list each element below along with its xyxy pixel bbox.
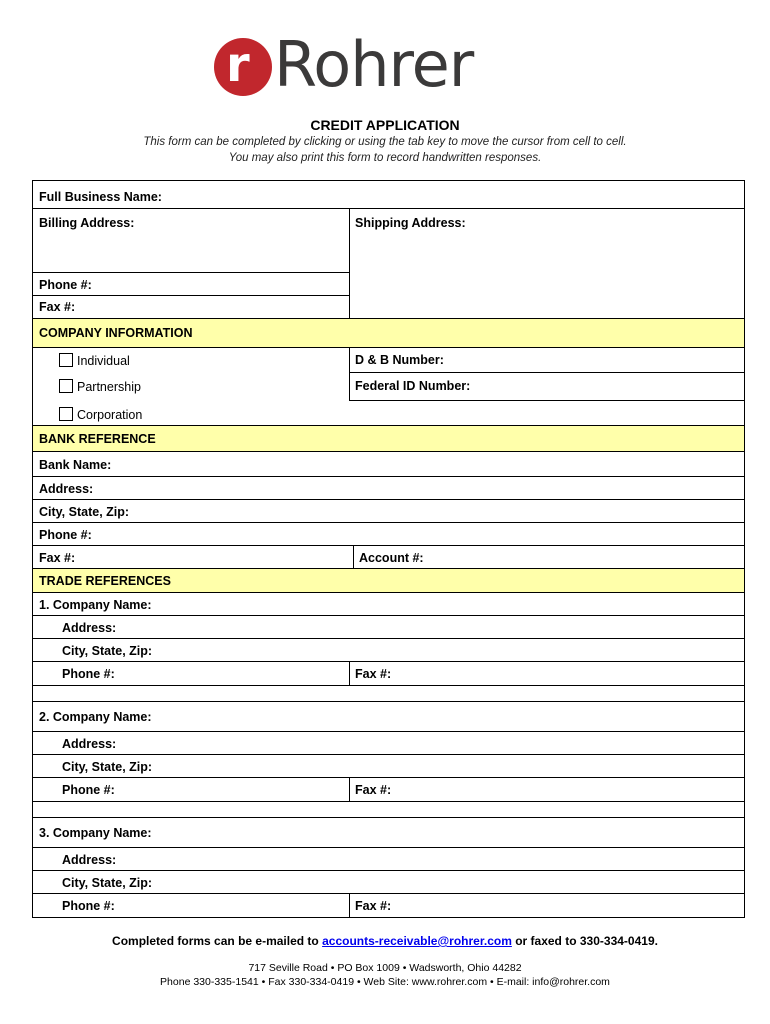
- trade-ref-2-address-row[interactable]: [33, 732, 744, 755]
- trade-ref-3-city-label: City, State, Zip:: [62, 876, 153, 890]
- trade-ref-3-address-label: Address:: [62, 853, 117, 867]
- divider: [349, 348, 350, 401]
- trade-ref-1-fax-label[interactable]: Fax #:: [355, 667, 392, 681]
- divider: [349, 778, 350, 802]
- bank-account-label[interactable]: Account #:: [359, 551, 424, 565]
- trade-references-header: [33, 569, 744, 593]
- company-information-heading: COMPANY INFORMATION: [39, 326, 193, 340]
- corporation-option[interactable]: Corporation: [59, 407, 142, 422]
- trade-ref-2-city-row[interactable]: [33, 755, 744, 778]
- trade-ref-2-phone-row: [33, 778, 744, 802]
- divider: [349, 894, 350, 917]
- divider: [353, 546, 354, 569]
- bank-address-row[interactable]: [33, 477, 744, 500]
- divider: [33, 295, 349, 296]
- trade-ref-3-address-row[interactable]: [33, 848, 744, 871]
- logo-mark: r: [214, 38, 272, 96]
- bank-reference-heading: BANK REFERENCE: [39, 432, 156, 446]
- divider: [349, 662, 350, 686]
- divider: [349, 400, 744, 401]
- rohrer-logo: [214, 28, 554, 101]
- instructions-line-1: This form can be completed by clicking or using the tab key to move the cursor from cell to cell.: [143, 136, 627, 148]
- bank-phone-row[interactable]: [33, 523, 744, 546]
- trade-ref-2-fax-label[interactable]: Fax #:: [355, 783, 392, 797]
- trade-ref-1-phone-row: [33, 662, 744, 686]
- trade-ref-1-name-label: 1. Company Name:: [39, 598, 152, 612]
- company-information-header: [33, 319, 744, 348]
- trade-ref-3-phone-row: [33, 894, 744, 917]
- partnership-checkbox[interactable]: [59, 379, 73, 393]
- instructions-line-2: You may also print this form to record handwritten responses.: [228, 152, 542, 164]
- spacer-row: [33, 686, 744, 702]
- full-business-name-row[interactable]: [33, 181, 744, 209]
- shipping-address-label[interactable]: Shipping Address:: [355, 216, 466, 230]
- trade-ref-1-city-label: City, State, Zip:: [62, 644, 153, 658]
- trade-ref-2-city-label: City, State, Zip:: [62, 760, 153, 774]
- accounts-receivable-email-link[interactable]: accounts-receivable@rohrer.com: [322, 934, 512, 948]
- phone-label[interactable]: Phone #:: [39, 278, 92, 292]
- bank-name-label: Bank Name:: [39, 458, 112, 472]
- bank-city-row[interactable]: [33, 500, 744, 523]
- submission-instructions: Completed forms can be e-mailed to accounts-receivable@rohrer.com or faxed to 330-334-0419.: [112, 934, 658, 948]
- trade-ref-3-fax-label[interactable]: Fax #:: [355, 899, 392, 913]
- bank-address-label: Address:: [39, 482, 94, 496]
- trade-ref-2-address-label: Address:: [62, 737, 117, 751]
- trade-ref-3-phone-label[interactable]: Phone #:: [62, 899, 115, 913]
- trade-references-heading: TRADE REFERENCES: [39, 574, 171, 588]
- divider: [349, 209, 350, 319]
- bank-city-label: City, State, Zip:: [39, 505, 130, 519]
- fax-label[interactable]: Fax #:: [39, 300, 76, 314]
- trade-ref-2-name-row[interactable]: [33, 702, 744, 732]
- trade-ref-1-address-label: Address:: [62, 621, 117, 635]
- db-number-label[interactable]: D & B Number:: [355, 353, 444, 367]
- trade-ref-1-phone-label[interactable]: Phone #:: [62, 667, 115, 681]
- contact-line: Phone 330-335-1541 • Fax 330-334-0419 • Web Site: www.rohrer.com • E-mail: info@rohrer.com: [160, 976, 610, 988]
- bank-name-row[interactable]: [33, 452, 744, 477]
- bank-fax-label[interactable]: Fax #:: [39, 551, 76, 565]
- page-title: CREDIT APPLICATION: [310, 117, 460, 133]
- spacer-row: [33, 802, 744, 818]
- federal-id-label[interactable]: Federal ID Number:: [355, 379, 471, 393]
- credit-application-form: [32, 180, 745, 918]
- individual-option[interactable]: Individual: [59, 353, 130, 368]
- individual-checkbox[interactable]: [59, 353, 73, 367]
- trade-ref-3-name-label: 3. Company Name:: [39, 826, 152, 840]
- trade-ref-2-name-label: 2. Company Name:: [39, 710, 152, 724]
- bank-phone-label: Phone #:: [39, 528, 92, 542]
- trade-ref-3-name-row[interactable]: [33, 818, 744, 848]
- full-business-name-label: Full Business Name:: [39, 190, 162, 204]
- bank-fax-row: [33, 546, 744, 569]
- divider: [33, 272, 349, 273]
- divider: [349, 372, 744, 373]
- trade-ref-1-city-row[interactable]: [33, 639, 744, 662]
- address-block: [33, 209, 744, 319]
- billing-address-label[interactable]: Billing Address:: [39, 216, 135, 230]
- trade-ref-3-city-row[interactable]: [33, 871, 744, 894]
- corporation-checkbox[interactable]: [59, 407, 73, 421]
- partnership-option[interactable]: Partnership: [59, 379, 141, 394]
- logo-wordmark: Rohrer: [274, 28, 474, 101]
- trade-ref-1-name-row[interactable]: [33, 593, 744, 616]
- trade-ref-1-address-row[interactable]: [33, 616, 744, 639]
- address-line: 717 Seville Road • PO Box 1009 • Wadsworth, Ohio 44282: [248, 962, 522, 974]
- trade-ref-2-phone-label[interactable]: Phone #:: [62, 783, 115, 797]
- bank-reference-header: [33, 426, 744, 452]
